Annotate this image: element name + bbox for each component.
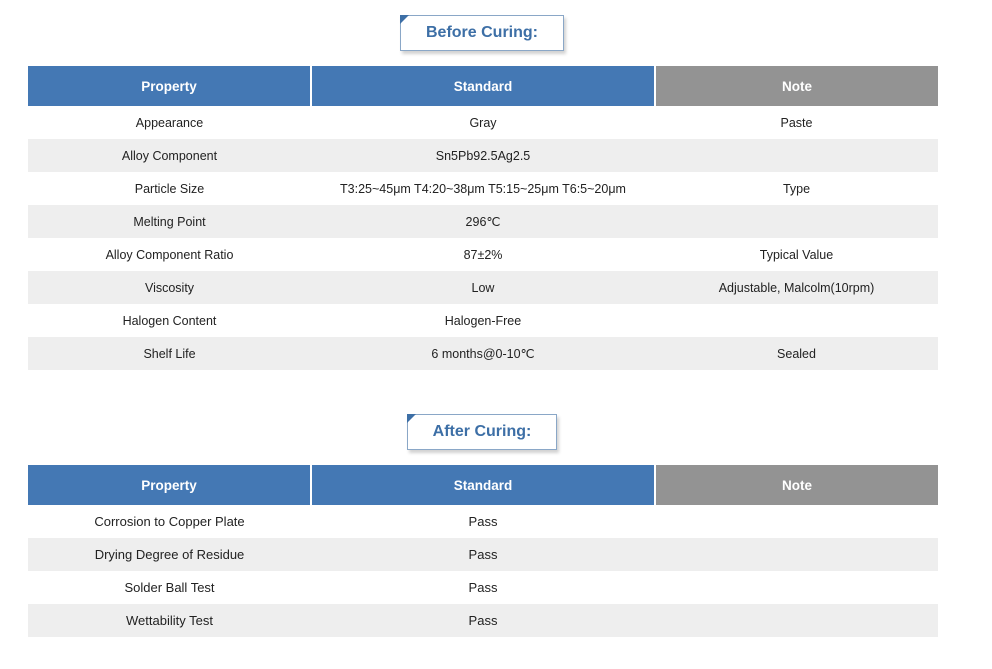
property-cell: Solder Ball Test (124, 580, 215, 595)
table-row (28, 304, 938, 337)
note-cell (655, 604, 938, 637)
standard-cell: Pass (468, 514, 498, 529)
property-cell: Appearance (135, 115, 204, 130)
before-curing-table (28, 66, 938, 370)
after-curing-title (407, 414, 557, 450)
table-row (28, 106, 938, 139)
table-row (28, 139, 938, 172)
column-header-property: Property (28, 465, 311, 505)
after-curing-title-text: After Curing: (432, 423, 532, 440)
property-cell: Halogen Content (122, 313, 217, 328)
property-cell: Shelf Life (28, 337, 311, 370)
table-row (28, 538, 938, 571)
column-header-property: Property (28, 66, 311, 106)
table-header-row (28, 66, 938, 106)
standard-cell: Sn5Pb92.5Ag2.5 (311, 139, 655, 172)
property-cell: Melting Point (28, 205, 311, 238)
note-cell: Typical Value (759, 247, 834, 262)
note-cell: Type (782, 181, 811, 196)
after-curing-table (28, 465, 938, 637)
standard-cell: 87±2% (463, 247, 503, 262)
table-row (28, 505, 938, 538)
note-cell (655, 538, 938, 571)
note-cell (655, 304, 938, 337)
table-row (28, 172, 938, 205)
title-corner-marker (407, 414, 416, 423)
standard-cell: Pass (311, 538, 655, 571)
note-cell (655, 571, 938, 604)
before-curing-title (400, 15, 564, 51)
property-cell: Viscosity (28, 271, 311, 304)
standard-cell: Pass (311, 604, 655, 637)
standard-cell: Gray (469, 115, 497, 130)
table-row (28, 271, 938, 304)
property-cell: Drying Degree of Residue (28, 538, 311, 571)
property-cell: Alloy Component Ratio (105, 247, 234, 262)
standard-cell: Low (311, 271, 655, 304)
table-row (28, 604, 938, 637)
title-corner-marker (400, 15, 409, 24)
note-cell: Sealed (655, 337, 938, 370)
before-curing-title-text: Before Curing: (426, 24, 538, 41)
standard-cell: 296℃ (311, 205, 655, 238)
table-row (28, 337, 938, 370)
property-cell: Alloy Component (28, 139, 311, 172)
table-row (28, 238, 938, 271)
table-row (28, 571, 938, 604)
note-cell (655, 505, 938, 538)
note-cell: Paste (780, 115, 813, 130)
property-cell: Particle Size (134, 181, 205, 196)
standard-cell: T3:25~45μm T4:20~38μm T5:15~25μm T6:5~20μm (340, 181, 626, 196)
column-header-note: Note (655, 465, 938, 505)
property-cell: Wettability Test (28, 604, 311, 637)
note-cell (655, 139, 938, 172)
standard-cell: Halogen-Free (444, 313, 522, 328)
column-header-standard: Standard (311, 465, 655, 505)
property-cell: Corrosion to Copper Plate (94, 514, 245, 529)
table-header-row (28, 465, 938, 505)
table-row (28, 205, 938, 238)
note-cell (655, 205, 938, 238)
standard-cell: 6 months@0-10℃ (311, 337, 655, 370)
note-cell: Adjustable, Malcolm(10rpm) (655, 271, 938, 304)
column-header-note: Note (655, 66, 938, 106)
standard-cell: Pass (468, 580, 498, 595)
column-header-standard: Standard (311, 66, 655, 106)
